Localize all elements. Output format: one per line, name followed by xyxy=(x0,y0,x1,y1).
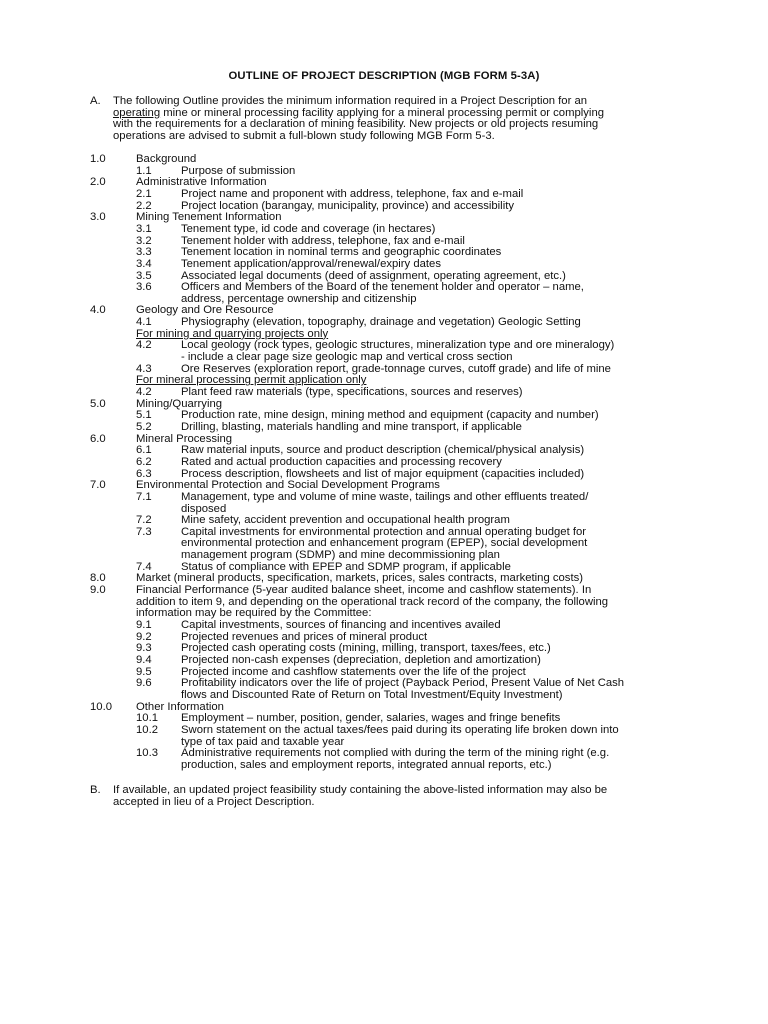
outline-number: 3.0 xyxy=(90,211,106,224)
outline-number: 7.4 xyxy=(136,560,152,573)
outline-number: 10.3 xyxy=(136,747,158,760)
outline-number: 5.0 xyxy=(90,397,106,410)
outline-text: Local geology (rock types, geologic structures, mineralization type and ore mineralogy) xyxy=(181,339,615,352)
para_a-text-segment: operating xyxy=(113,106,161,119)
outline-text: Sworn statement on the actual taxes/fees paid during its operating life broken down into xyxy=(181,723,619,736)
outline-text: information may be required by the Committee: xyxy=(136,607,372,620)
outline-text: Rated and actual production capacities and processing recovery xyxy=(181,455,502,468)
outline-number: 7.0 xyxy=(90,479,106,492)
paragraph-b-text xyxy=(113,785,678,808)
outline-number: 6.2 xyxy=(136,455,152,468)
outline-text: Profitability indicators over the life of project (Payback Period, Present Value of Net Cash xyxy=(181,677,625,690)
outline-text: Administrative Information xyxy=(136,176,267,189)
outline-number: 9.4 xyxy=(136,653,152,666)
outline-text: Management, type and volume of mine waste, tailings and other effluents treated/ xyxy=(181,490,589,503)
outline-text: Tenement type, id code and coverage (in hectares) xyxy=(181,222,436,235)
outline-text: Drilling, blasting, materials handling and mine transport, if applicable xyxy=(181,420,522,433)
outline-number: 10.0 xyxy=(90,700,112,713)
outline-number: 7.2 xyxy=(136,514,152,527)
outline-number: 1.0 xyxy=(90,153,106,165)
outline-text: Geology and Ore Resource xyxy=(136,304,274,317)
outline-number: 10.2 xyxy=(136,723,158,736)
outline-text: Process description, flowsheets and list of major equipment (capacities included) xyxy=(181,467,585,480)
outline-number: 9.2 xyxy=(136,630,152,643)
outline-text: addition to item 9, and depending on the operational track record of the company, the following xyxy=(136,595,609,608)
outline-number: 2.1 xyxy=(136,187,152,200)
outline-text: flows and Discounted Rate of Return on Total Investment/Equity Investment) xyxy=(181,688,563,701)
outline-text: environmental protection and enhancement program (EPEP), social development xyxy=(181,537,588,550)
outline-text: Project location (barangay, municipality, province) and accessibility xyxy=(181,199,514,212)
outline-number: 7.3 xyxy=(136,525,152,538)
outline-text: production, sales and employment reports, integrated annual reports, etc.) xyxy=(181,758,552,771)
outline-number: 9.5 xyxy=(136,665,152,678)
outline-number: 9.6 xyxy=(136,677,152,690)
outline-text: - include a clear page size geologic map and vertical cross section xyxy=(181,351,513,364)
outline-text: Employment – number, position, gender, salaries, wages and fringe benefits xyxy=(181,712,561,725)
outline-text: Tenement holder with address, telephone, fax and e-mail xyxy=(181,234,465,247)
outline-text: Financial Performance (5-year audited balance sheet, income and cashflow statements). In xyxy=(136,584,592,597)
outline-text: Purpose of submission xyxy=(181,164,296,177)
outline-text: Raw material inputs, source and product description (chemical/physical analysis) xyxy=(181,444,585,457)
outline-text: Plant feed raw materials (type, specifications, sources and reserves) xyxy=(181,386,523,398)
outline-number: 9.0 xyxy=(90,584,106,597)
outline-number: 8.0 xyxy=(90,572,106,585)
outline-text: Status of compliance with EPEP and SDMP program, if applicable xyxy=(181,560,511,573)
paragraph-b-label: B. xyxy=(90,784,101,796)
outline-number: 4.3 xyxy=(136,362,152,375)
outline-number: 3.3 xyxy=(136,246,152,259)
outline-number: 3.2 xyxy=(136,234,152,247)
outline-text: For mineral processing permit application only xyxy=(136,374,367,387)
para_b-text-segment: accepted in lieu of a Project Description. xyxy=(113,795,315,808)
outline-number: 2.2 xyxy=(136,199,152,212)
para_a-text-segment: mine or mineral processing facility applying for a mineral processing permit or complying xyxy=(160,106,605,119)
outline-number: 3.5 xyxy=(136,269,152,282)
outline-text: Associated legal documents (deed of assignment, operating agreement, etc.) xyxy=(181,269,566,282)
outline-number: 6.0 xyxy=(90,432,106,445)
para_a-text-segment: operations are advised to submit a full-blown study following MGB Form 5-3. xyxy=(113,130,495,143)
outline-number: 4.0 xyxy=(90,304,106,317)
document-title: OUTLINE OF PROJECT DESCRIPTION (MGB FORM 5-3A) xyxy=(228,70,540,82)
outline-text: address, percentage ownership and citizenship xyxy=(181,292,417,305)
outline-number: 5.1 xyxy=(136,409,152,422)
outline-number: 4.2 xyxy=(136,339,152,352)
outline-text: Officers and Members of the Board of the tenement holder and operator – name, xyxy=(181,281,584,294)
outline-text: Project name and proponent with address, telephone, fax and e-mail xyxy=(181,187,524,200)
outline-number: 3.4 xyxy=(136,257,152,270)
paragraph-a-text xyxy=(113,96,678,143)
outline-number: 4.1 xyxy=(136,316,152,329)
outline-text: Projected revenues and prices of mineral product xyxy=(181,630,428,643)
outline-text: Mineral Processing xyxy=(136,432,233,445)
outline-text: Physiography (elevation, topography, drainage and vegetation) Geologic Setting xyxy=(181,316,581,329)
outline-number: 6.1 xyxy=(136,444,152,457)
para_a-text-segment: The following Outline provides the minimum information required in a Project Description for an xyxy=(113,95,588,107)
outline-text: Environmental Protection and Social Development Programs xyxy=(136,479,440,492)
outline-text: Mining Tenement Information xyxy=(136,211,282,224)
outline-text: Mine safety, accident prevention and occupational health program xyxy=(181,514,510,527)
outline-number: 1.1 xyxy=(136,164,152,177)
outline-number: 9.3 xyxy=(136,642,152,655)
outline-number: 9.1 xyxy=(136,619,152,631)
outline-text: Projected cash operating costs (mining, milling, transport, taxes/fees, etc.) xyxy=(181,642,551,655)
outline-number: 3.6 xyxy=(136,281,152,294)
outline-number: 2.0 xyxy=(90,176,106,189)
outline-number: 6.3 xyxy=(136,467,152,480)
outline-text: Other Information xyxy=(136,700,224,713)
outline-text: Projected non-cash expenses (depreciation, depletion and amortization) xyxy=(181,653,541,666)
outline-text: Mining/Quarrying xyxy=(136,397,223,410)
outline-text: Capital investments, sources of financing and incentives availed xyxy=(181,619,501,631)
outline-number: 5.2 xyxy=(136,420,152,433)
outline-text: Projected income and cashflow statements over the life of the project xyxy=(181,665,526,678)
para_a-text-segment: with the requirements for a declaration of mining feasibility. New projects or old projects resuming xyxy=(113,118,599,131)
para_b-text-segment: If available, an updated project feasibility study containing the above-listed information may also be xyxy=(113,784,608,796)
outline-text: Tenement location in nominal terms and geographic coordinates xyxy=(181,246,502,259)
para_a-line xyxy=(113,131,678,143)
outline-text: Capital investments for environmental protection and annual operating budget for xyxy=(181,525,587,538)
outline-number: 3.1 xyxy=(136,222,152,235)
outline-number: 10.1 xyxy=(136,712,158,725)
outline-text: disposed xyxy=(181,502,227,515)
outline-number: 4.2 xyxy=(136,386,152,398)
outline-text: Market (mineral products, specification, markets, prices, sales contracts, marketing costs) xyxy=(136,572,584,585)
outline-text: Tenement application/approval/renewal/expiry dates xyxy=(181,257,441,270)
outline-text: Administrative requirements not complied with during the term of the mining right (e.g. xyxy=(181,747,610,760)
paragraph-a-label: A. xyxy=(90,95,101,107)
outline-text: For mining and quarrying projects only xyxy=(136,327,329,340)
outline-text: management program (SDMP) and mine decommissioning plan xyxy=(181,549,500,562)
outline-text: Production rate, mine design, mining method and equipment (capacity and number) xyxy=(181,409,599,422)
outline-number: 7.1 xyxy=(136,490,152,503)
outline-text: type of tax paid and taxable year xyxy=(181,735,345,748)
outline-text: Background xyxy=(136,153,197,165)
outline-text: Ore Reserves (exploration report, grade-tonnage curves, cutoff grade) and life of mine xyxy=(181,362,611,375)
para_b-line xyxy=(113,797,678,809)
